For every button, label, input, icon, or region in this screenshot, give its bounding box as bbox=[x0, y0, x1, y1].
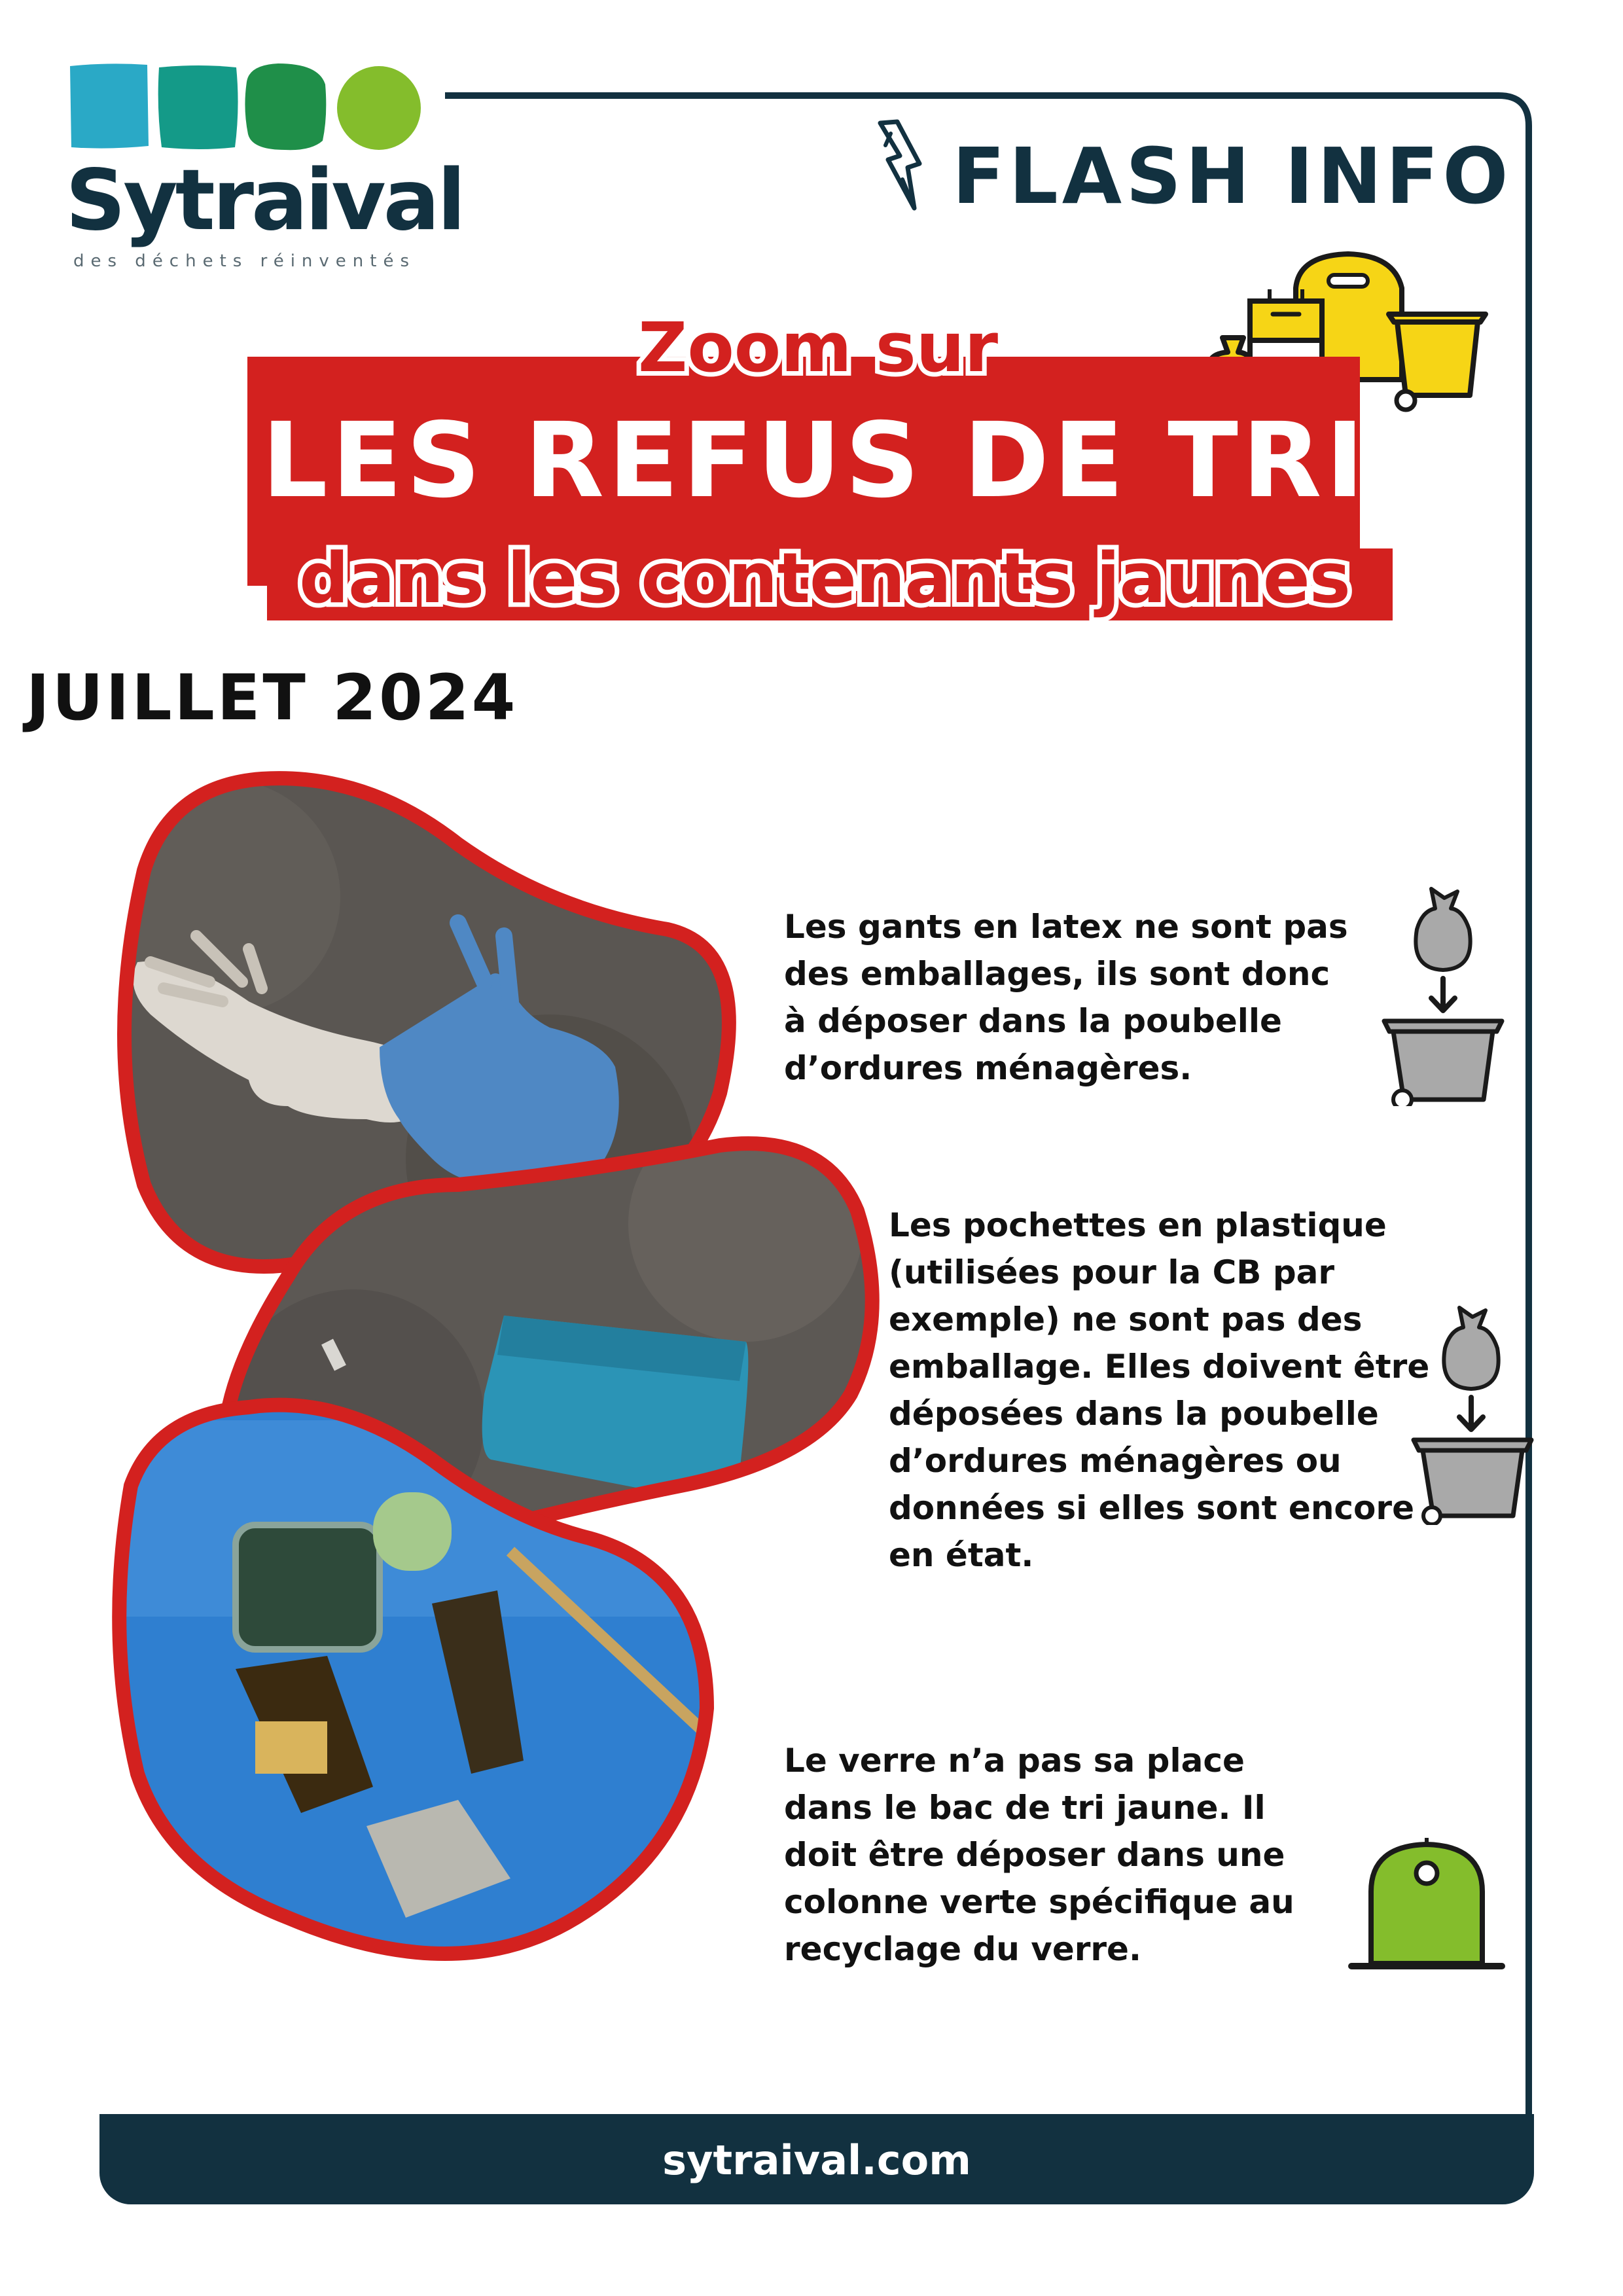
main-title: LES REFUS DE TRI bbox=[262, 401, 1368, 521]
item-line: Les pochettes en plastique bbox=[889, 1206, 1387, 1244]
subtitle: dans les contenants jaunes bbox=[299, 538, 1350, 619]
website-link[interactable]: sytraival.com bbox=[662, 2136, 971, 2184]
item-line: déposées dans la poubelle bbox=[889, 1395, 1379, 1433]
item-line: à déposer dans la poubelle bbox=[784, 1002, 1282, 1040]
item-line: dans le bac de tri jaune. Il bbox=[784, 1789, 1266, 1827]
household-waste-bin-icon bbox=[1407, 1296, 1538, 1525]
item-line: recyclage du verre. bbox=[784, 1930, 1141, 1968]
logo-wordmark: Sytraival bbox=[65, 152, 463, 249]
item-text-gloves bbox=[784, 903, 1348, 1092]
item-line: doit être déposer dans une bbox=[784, 1836, 1285, 1874]
item-line: Les gants en latex ne sont pas bbox=[784, 908, 1348, 946]
item-text-glass bbox=[784, 1737, 1294, 1973]
household-waste-bin-icon bbox=[1371, 870, 1515, 1106]
green-glass-column-icon bbox=[1345, 1826, 1508, 1983]
item-line: colonne verte spécifique au bbox=[784, 1883, 1294, 1921]
flash-info-title: FLASH INFO bbox=[952, 131, 1512, 221]
item-line: en état. bbox=[889, 1536, 1034, 1574]
sytraival-logo-icon bbox=[69, 62, 422, 154]
issue-date: JUILLET 2024 bbox=[26, 661, 518, 734]
item-line: emballage. Elles doivent être bbox=[889, 1348, 1430, 1386]
item-line: Le verre n’a pas sa place bbox=[784, 1742, 1245, 1780]
item-line: données si elles sont encore bbox=[889, 1489, 1414, 1527]
lightning-icon bbox=[874, 117, 926, 215]
item-line: d’ordures ménagères. bbox=[784, 1049, 1192, 1087]
item-line: (utilisées pour la CB par bbox=[889, 1253, 1335, 1291]
item-text-pouches bbox=[889, 1202, 1429, 1579]
zoom-label: Zoom sur bbox=[637, 308, 999, 387]
item-line: exemple) ne sont pas des bbox=[889, 1300, 1363, 1338]
item-line: d’ordures ménagères ou bbox=[889, 1442, 1342, 1480]
logo-tagline: des déchets réinventés bbox=[73, 251, 416, 271]
item-line: des emballages, ils sont donc bbox=[784, 955, 1330, 993]
